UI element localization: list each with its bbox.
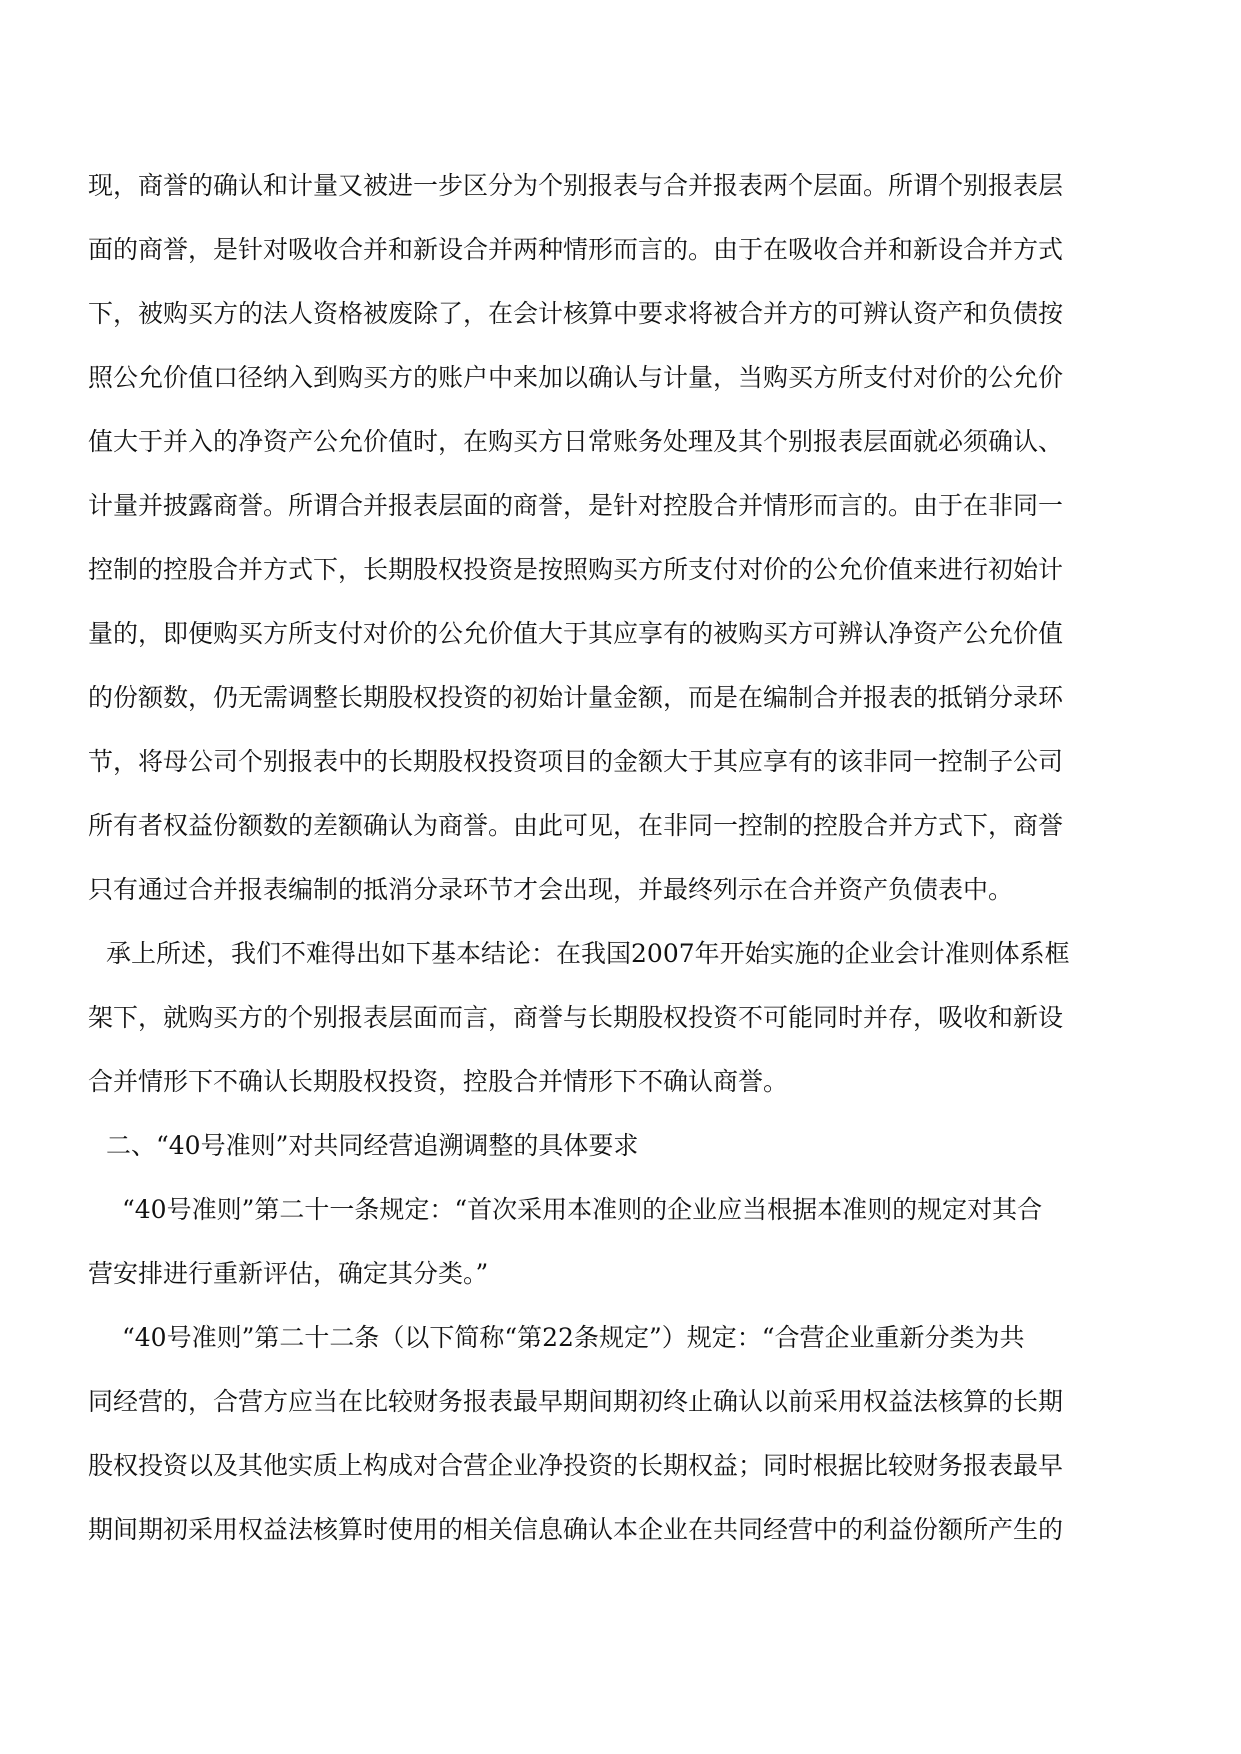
text-line: 期间期初采用权益法核算时使用的相关信息确认本企业在共同经营中的利益份额所产生的	[88, 1515, 1064, 1544]
text-line: 节，将母公司个别报表中的长期股权投资项目的金额大于其应享有的该非同一控制子公司	[88, 747, 1064, 776]
body-text	[88, 154, 1153, 1562]
section-heading: 二、“40号准则”对共同经营追溯调整的具体要求	[106, 1131, 639, 1160]
text-line: 下，被购买方的法人资格被废除了，在会计核算中要求将被合并方的可辨认资产和负债按	[88, 299, 1064, 328]
paragraph-start-line: 承上所述，我们不难得出如下基本结论：在我国2007年开始实施的企业会计准则体系框	[106, 939, 1070, 968]
text-line: 营安排进行重新评估，确定其分类。”	[88, 1259, 489, 1288]
text-line: 量的，即便购买方所支付对价的公允价值大于其应享有的被购买方可辨认净资产公允价值	[88, 619, 1064, 648]
text-line: 值大于并入的净资产公允价值时，在购买方日常账务处理及其个别报表层面就必须确认、	[88, 427, 1064, 456]
text-line: 照公允价值口径纳入到购买方的账户中来加以确认与计量，当购买方所支付对价的公允价	[88, 363, 1064, 392]
text-line: 股权投资以及其他实质上构成对合营企业净投资的长期权益；同时根据比较财务报表最早	[88, 1451, 1064, 1480]
text-line: 控制的控股合并方式下，长期股权投资是按照购买方所支付对价的公允价值来进行初始计	[88, 555, 1064, 584]
text-line: 合并情形下不确认长期股权投资，控股合并情形下不确认商誉。	[88, 1067, 789, 1096]
paragraph-start-line: “40号准则”第二十二条（以下简称“第22条规定”）规定：“合营企业重新分类为共	[122, 1323, 1025, 1352]
text-line: 的份额数，仍无需调整长期股权投资的初始计量金额，而是在编制合并报表的抵销分录环	[88, 683, 1064, 712]
text-line: 所有者权益份额数的差额确认为商誉。由此可见，在非同一控制的控股合并方式下，商誉	[88, 811, 1064, 840]
text-line: 只有通过合并报表编制的抵消分录环节才会出现，并最终列示在合并资产负债表中。	[88, 875, 1014, 904]
text-line: 计量并披露商誉。所谓合并报表层面的商誉，是针对控股合并情形而言的。由于在非同一	[88, 491, 1064, 520]
text-line: 架下，就购买方的个别报表层面而言，商誉与长期股权投资不可能同时并存，吸收和新设	[88, 1003, 1064, 1032]
paragraph-start-line: “40号准则”第二十一条规定：“首次采用本准则的企业应当根据本准则的规定对其合	[122, 1195, 1043, 1224]
text-line: 同经营的，合营方应当在比较财务报表最早期间期初终止确认以前采用权益法核算的长期	[88, 1387, 1064, 1416]
text-line: 现，商誉的确认和计量又被进一步区分为个别报表与合并报表两个层面。所谓个别报表层	[88, 171, 1064, 200]
text-line: 面的商誉，是针对吸收合并和新设合并两种情形而言的。由于在吸收合并和新设合并方式	[88, 235, 1064, 264]
